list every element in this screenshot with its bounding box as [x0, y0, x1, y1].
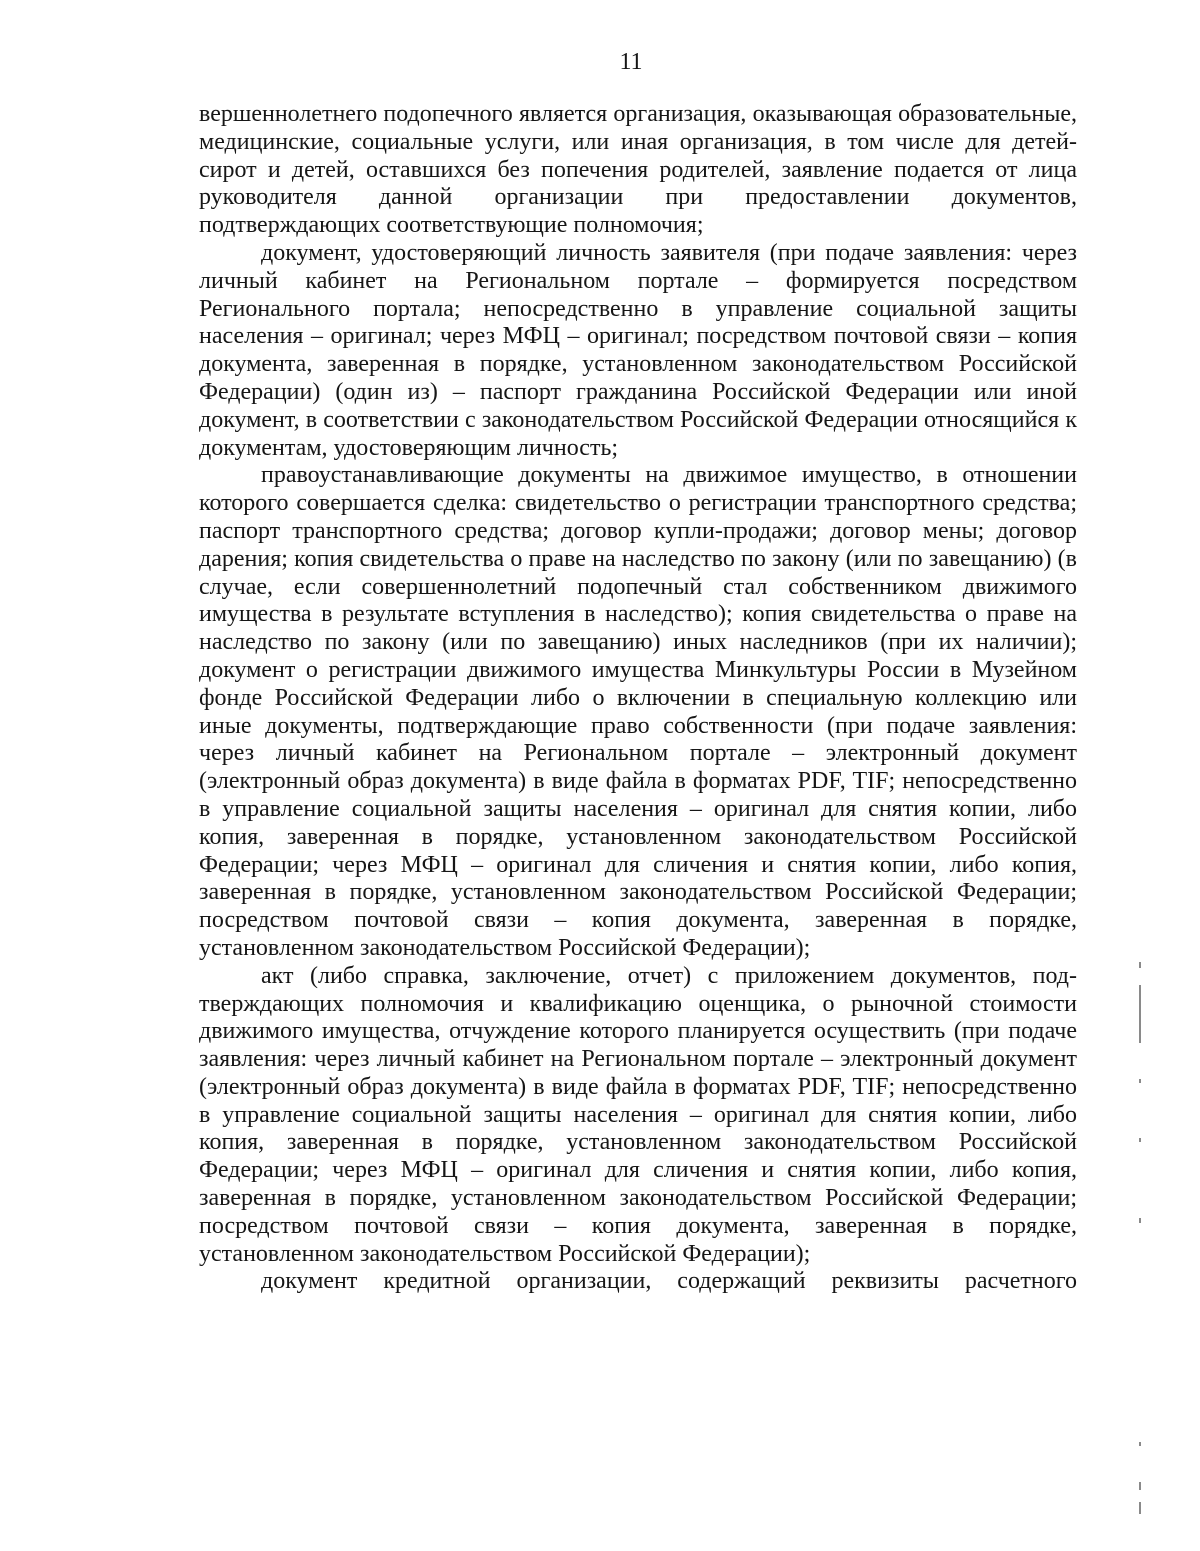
scan-margin-mark [1139, 985, 1141, 1043]
document-body [199, 101, 1077, 1296]
scan-margin-mark [1139, 962, 1141, 968]
paragraph-bank-document: документ кредитной организации, содержащий реквизиты расчетного [261, 1268, 1077, 1295]
paragraph-valuation-act: акт (либо справка, заключение, отчет) с приложением документов, подтверждающих полномочия и квалификацию оценщика, о рыночной стоимости движимого имущества, отчуждение которого планируется осуществить (при подаче заявления: через личный кабинет на Региональном портале – электронный документ (электронный образ документа) в виде файла в форматах PDF, TIF; непосредственно в управление социальной защиты населения – оригинал для снятия копии, либо копия, заверенная в порядке, установленном законодательством Российской Федерации; через МФЦ – оригинал для сличения и снятия копии, либо копия, заверенная в порядке, установленном законодательством Российской Федерации; посредством почтовой связи – копия документа, заверенная в порядке, установленном законодательством Российской Федерации); [199, 962, 1077, 1267]
scan-margin-mark [1139, 1442, 1141, 1446]
scan-margin-mark [1139, 1138, 1141, 1142]
scan-margin-mark [1139, 1218, 1141, 1223]
paragraph-guardian-organization: вершеннолетнего подопечного является организация, оказывающая образовательные, медицинские, социальные услуги, или иная организация, в том числе для детей-сирот и детей, оставшихся без попечения родителей, заявление подается от лица руководителя данной организации при предоставлении документов, подтверждающих соответствующие полномочия; [199, 101, 1077, 239]
page-number: 11 [619, 49, 643, 75]
paragraph-title-documents: правоустанавливающие документы на движимое имущество, в отношении которого совершается сделка: свидетельство о регистрации транспортного средства; паспорт транспортного средства; договор купли-продажи; договор мены; договор дарения; копия свидетельства о праве на наследство по закону (или по завещанию) (в случае, если совершеннолетний подопечный стал собственником движимого имущества в результате вступления в наследство); копия свидетельства о праве на наследство по закону (или по завещанию) иных наследников (при их наличии); документ о регистрации движимого имущества Минкультуры России в Музейном фонде Российской Федерации либо о включении в специальную коллекцию или иные документы, подтверждающие право собственности (при подаче заявления: через личный кабинет на Региональном портале – электронный документ (электронный образ документа) в виде файла в форматах PDF, TIF; непосредственно в управление социальной защиты населения – оригинал для снятия копии, либо копия, заверенная в порядке, установленном законодательством Российской Федерации; через МФЦ – оригинал для сличения и снятия копии, либо копия, заверенная в порядке, установленном законодательством Российской Федерации; посредством почтовой связи – копия документа, заверенная в порядке, установленном законодательством Российской Федерации); [199, 462, 1077, 961]
scan-margin-mark [1139, 1079, 1141, 1083]
paragraph-identity-document: документ, удостоверяющий личность заявителя (при подаче заявления: через личный кабинет на Региональном портале – формируется посредством Регионального портала; непосредственно в управление социальной защиты населения – оригинал; через МФЦ – оригинал; посредством почтовой связи – копия документа, заверенная в порядке, установленном законодательством Российской Федерации) (один из) – паспорт гражданина Российской Федерации или иной документ, в соответствии с законодательством Российской Федерации относящийся к документам, удостоверяющим личность; [199, 239, 1077, 461]
scan-margin-mark [1139, 1502, 1141, 1514]
scan-margin-mark [1139, 1482, 1141, 1490]
